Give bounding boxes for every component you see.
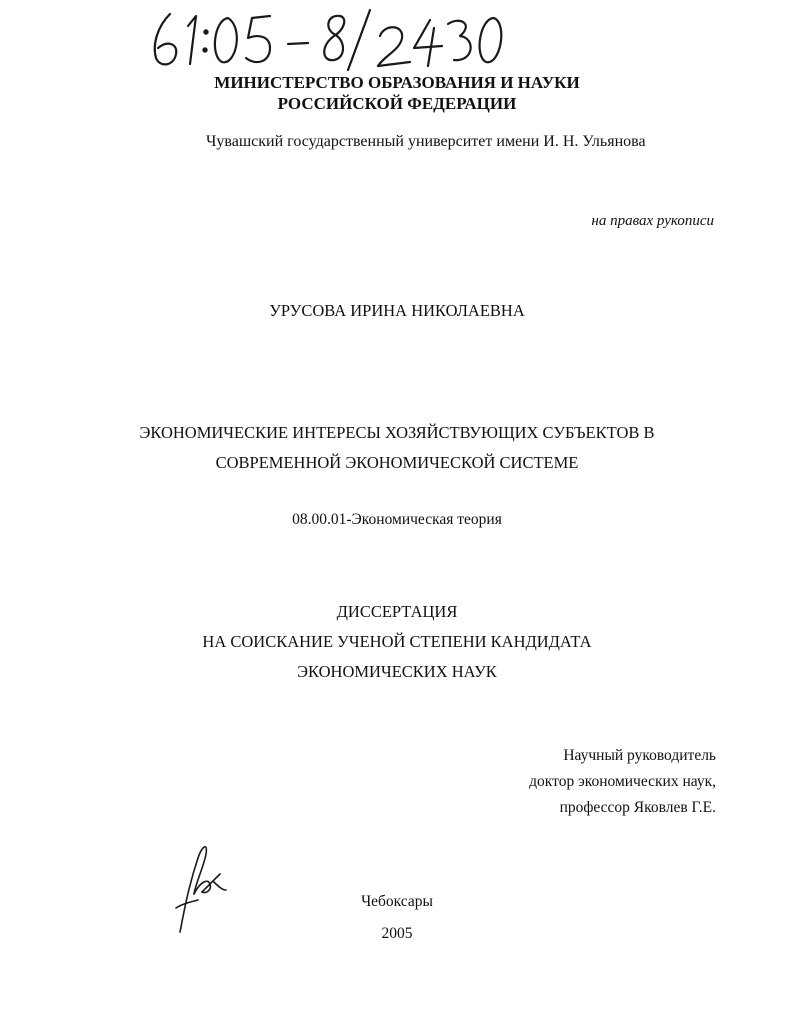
ministry-line-1: МИНИСТЕРСТВО ОБРАЗОВАНИЯ И НАУКИ [214, 73, 580, 92]
supervisor-block [529, 743, 716, 821]
degree-line-2: НА СОИСКАНИЕ УЧЕНОЙ СТЕПЕНИ КАНДИДАТА [202, 632, 592, 651]
specialty-code: 08.00.01-Экономическая теория [292, 511, 502, 528]
university-name: Чувашский государственный университет имени И. Н. Ульянова [206, 133, 646, 150]
supervisor-name: профессор Яковлев Г.Е. [559, 799, 716, 816]
degree-line-1: ДИССЕРТАЦИЯ [336, 602, 458, 621]
manuscript-note: на правах рукописи [591, 213, 714, 229]
supervisor-degree: доктор экономических наук, [529, 773, 716, 790]
dissertation-title [0, 418, 794, 478]
degree-line-3: ЭКОНОМИЧЕСКИХ НАУК [297, 662, 497, 681]
city: Чебоксары [361, 893, 433, 910]
year: 2005 [381, 925, 413, 942]
ministry-line-2: РОССИЙСКОЙ ФЕДЕРАЦИИ [277, 94, 517, 113]
supervisor-role: Научный руководитель [563, 747, 716, 764]
ministry-heading [0, 72, 794, 114]
degree-statement [0, 597, 794, 687]
author-name: УРУСОВА ИРИНА НИКОЛАЕВНА [269, 301, 525, 320]
title-line-1: ЭКОНОМИЧЕСКИЕ ИНТЕРЕСЫ ХОЗЯЙСТВУЮЩИХ СУБЪЕКТОВ В [139, 423, 655, 442]
title-line-2: СОВРЕМЕННОЙ ЭКОНОМИЧЕСКОЙ СИСТЕМЕ [215, 453, 579, 472]
handwritten-signature [170, 838, 230, 938]
handwritten-archive-code [148, 4, 508, 74]
